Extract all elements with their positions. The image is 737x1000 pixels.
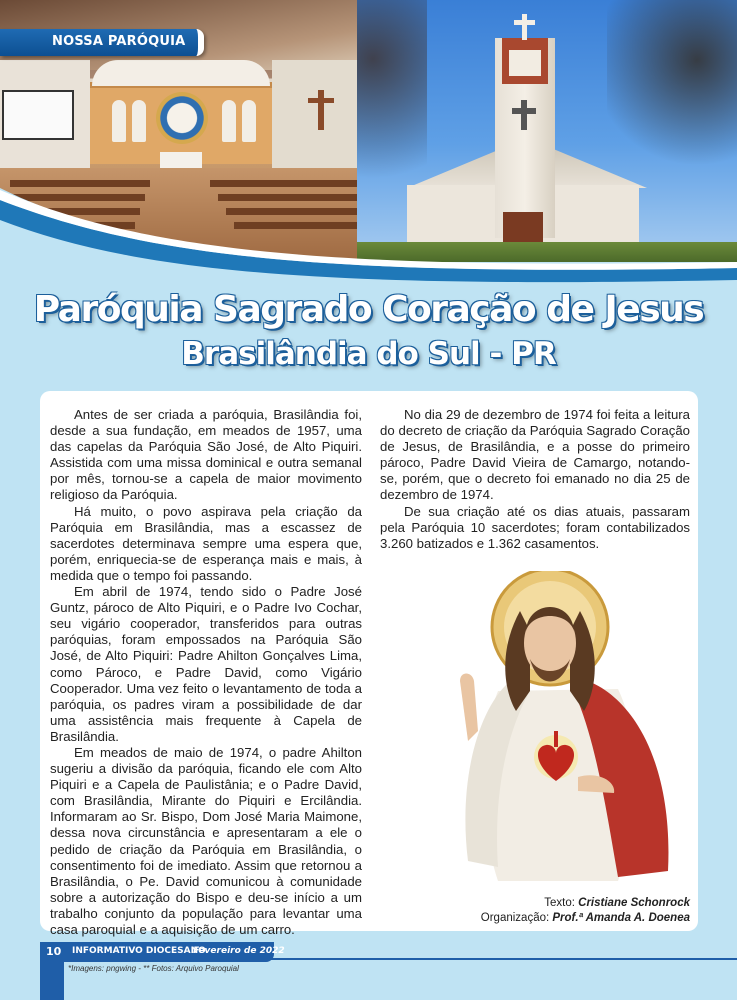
section-label: NOSSA PARÓQUIA [52, 34, 186, 49]
article-subtitle: Brasilândia do Sul - PR [181, 336, 556, 372]
article-column-right [380, 407, 690, 552]
article-credits [481, 896, 690, 926]
paragraph: Antes de ser criada a paróquia, Brasilândia foi, desde a sua fundação, em meados de 1957, uma das capelas da Paróquia São José, de Alto Piquiri. Assistida com uma missa dominical e outra semanal por mês, tornou-se a capela de maior movimento religioso da Paróquia. [50, 407, 362, 503]
article-title: Paróquia Sagrado Coração de Jesus [33, 289, 704, 330]
sacred-heart-image [438, 571, 678, 883]
org-credit-label: Organização: [480, 912, 550, 924]
page-number: 10 [46, 945, 62, 958]
footer-rule [40, 958, 737, 960]
publication-name: INFORMATIVO DIOCESANO [72, 946, 206, 956]
paragraph: No dia 29 de dezembro de 1974 foi feita a leitura do decreto de criação da Paróquia Sagrado Coração de Jesus, de Brasilândia, e a posse do primeiro pároco, Padre David Vieira de Camargo, notando-se, porém, que o decreto foi emanado no dia 25 de dezembro de 1974. [380, 407, 690, 503]
image-credits-note: *Imagens: pngwing - ** Fotos: Arquivo Paroquial [68, 964, 239, 973]
header-swoosh [0, 188, 737, 298]
article-column-left [50, 407, 362, 938]
org-credit-author: Prof.ª Amanda A. Doenea [552, 912, 690, 924]
paragraph: Em abril de 1974, tendo sido o Padre José Guntz, pároco de Alto Piquiri, e o Padre Ivo Cochar, seu vigário cooperador, transferidos para outras paróquias, foram empossados na Paróquia São José, de Alto Piquiri: Padre Ahilton Gonçalves Lima, como Pároco, e Padre David, como Vigário Cooperador. Uma vez feito o levantamento de toda a paróquia, os padres viram a possibilidade de dar uma assistência mais frequente à Capela de Brasilândia. [50, 584, 362, 744]
issue-date: Fevereiro de 2022 [193, 946, 285, 956]
article-panel [40, 391, 698, 937]
text-credit-label: Texto: [544, 897, 575, 909]
paragraph: Há muito, o povo aspirava pela criação da Paróquia em Brasilândia, mas a escassez de sacerdotes determinava sempre uma espera que, porém, enriquecia-se de esperança mais e mais, à medida que o tempo foi passando. [50, 503, 362, 583]
section-banner [0, 29, 204, 56]
page-number-tab [40, 942, 64, 1000]
paragraph: De sua criação até os dias atuais, passaram pela Paróquia 10 sacerdotes; foram contabilizados 3.260 batizados e 1.362 casamentos. [380, 503, 690, 551]
text-credit-author: Cristiane Schonrock [578, 897, 690, 909]
paragraph: Em meados de maio de 1974, o padre Ahilton sugeriu a divisão da paróquia, ficando ele com Alto Piquiri e a Capela de Paulistânia; e o Padre David, com Brasilândia, Mirante do Piquiri e Ercilândia. Informaram ao Sr. Bispo, Dom José Maria Maimone, dessa nova circunstância e apresentaram a ele o pedido de criação da Paróquia em Brasilândia, o consentimento foi de imediato. Assim que retornou a Brasilândia, o Pe. David comunicou à comunidade sobre a autorização do Bispo e deu-se início a um trabalho conjunto da população para levantar uma casa paroquial e a aquisição de um carro. [50, 744, 362, 937]
